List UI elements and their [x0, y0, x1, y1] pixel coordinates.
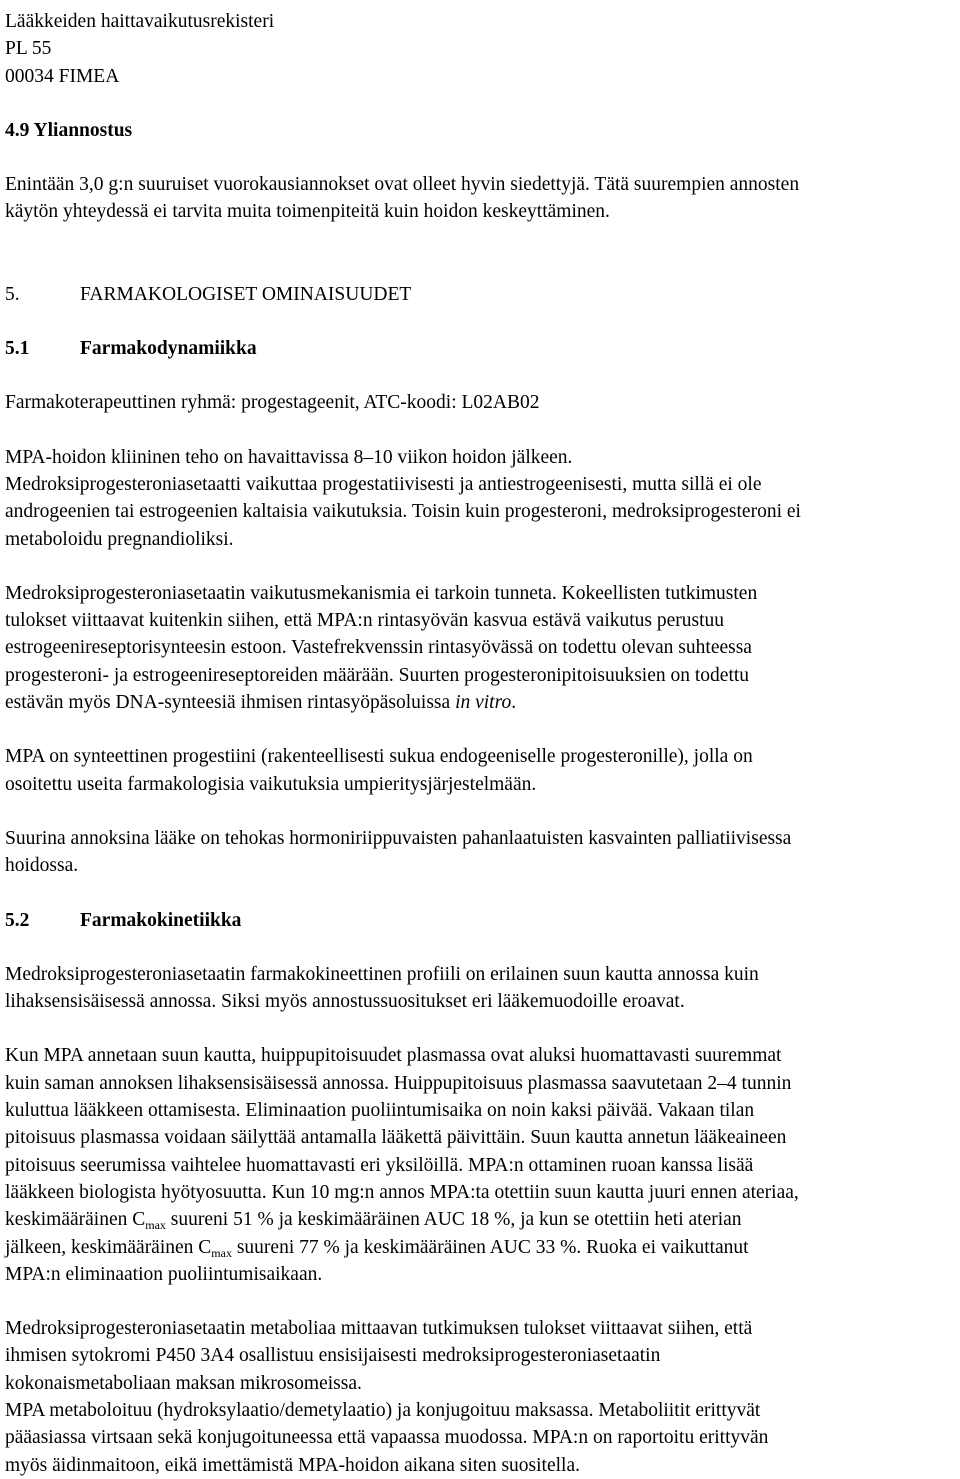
paragraph-5-2-d: [5, 1397, 952, 1479]
text-line: myös äidinmaitoon, eikä imettämistä MPA-hoidon aikana siten suositella.: [5, 1454, 580, 1476]
heading-5-title: FARMAKOLOGISET OMINAISUUDET: [80, 283, 412, 305]
paragraph-5-1-d: [5, 825, 952, 880]
heading-5-1: [5, 335, 952, 362]
subscript-max: max: [211, 1245, 232, 1260]
heading-4-9: 4.9 Yliannostus: [5, 119, 133, 141]
address-line-3: 00034 FIMEA: [5, 65, 120, 87]
text-line: lihaksensisäisessä annossa. Siksi myös annostussuositukset eri lääkemuodoille eroavat.: [5, 991, 685, 1013]
paragraph-5-1-b: [5, 580, 952, 716]
text-line: tulokset viittaavat kuitenkin siihen, että MPA:n rintasyövän kasvua estävä vaikutus perustuu: [5, 610, 725, 632]
paragraph-5-2-a: [5, 961, 952, 1016]
heading-5-1-title: Farmakodynamiikka: [80, 338, 257, 360]
text-segment: suureni 51 % ja keskimääräinen AUC 18 %, ja kun se otettiin heti aterian: [165, 1209, 742, 1231]
text-line: käytön yhteydessä ei tarvita muita toimenpiteitä kuin hoidon keskeyttäminen.: [5, 201, 610, 223]
subscript-max: max: [145, 1218, 166, 1233]
address-line-1: Lääkkeiden haittavaikutusrekisteri: [5, 11, 275, 32]
text-segment: estävän myös DNA-synteesiä ihmisen rintasyöpäsoluissa: [5, 692, 456, 714]
text-line: Kun MPA annetaan suun kautta, huippupitoisuudet plasmassa ovat aluksi huomattavasti suuremmat: [5, 1045, 782, 1067]
address-block: [5, 8, 952, 90]
document-page: [0, 8, 960, 1478]
text-line: pitoisuus plasmassa voidaan säilyttää antamalla lääkettä päivittäin. Suun kautta annetun lääkeaineen: [5, 1127, 787, 1149]
italic-in-vitro: in vitro: [455, 692, 512, 714]
text-line: MPA:n eliminaation puoliintumisaikaan.: [5, 1263, 323, 1285]
text-line: [5, 1234, 952, 1261]
text-line: pitoisuus seerumissa vaihtelee huomattavasti eri yksilöillä. MPA:n ottaminen ruoan kanssa lisää: [5, 1154, 754, 1176]
text-line: ihmisen sytokromi P450 3A4 osallistuu ensisijaisesti medroksiprogesteroniasetaatin: [5, 1345, 661, 1367]
therapeutic-group: Farmakoterapeuttinen ryhmä: progestageenit, ATC-koodi: L02AB02: [5, 392, 540, 414]
text-line: MPA on synteettinen progestiini (rakenteellisesti sukua endogeeniselle progesteronille), jolla on: [5, 746, 753, 768]
heading-5-2-title: Farmakokinetiikka: [80, 909, 242, 931]
paragraph-5-1-c: [5, 743, 952, 798]
text-segment: keskimääräinen C: [5, 1209, 146, 1231]
heading-5-2: [5, 907, 952, 934]
text-line: progesteroni- ja estrogeenireseptoreiden määrään. Suurten progesteronipitoisuuksien on todettu: [5, 664, 750, 686]
text-line: metaboloidu pregnandioliksi.: [5, 528, 234, 550]
text-segment: jälkeen, keskimääräinen C: [5, 1236, 212, 1258]
text-line: [5, 1206, 952, 1233]
heading-5-1-number: 5.1: [5, 338, 30, 360]
heading-5-2-number: 5.2: [5, 909, 30, 931]
paragraph-5-2-c: [5, 1315, 952, 1397]
text-segment: suureni 77 % ja keskimääräinen AUC 33 %. Ruoka ei vaikuttanut: [231, 1236, 749, 1258]
text-line: lääkkeen biologista hyötyosuutta. Kun 10 mg:n annos MPA:ta otettiin suun kautta juuri ennen ateriaa,: [5, 1181, 799, 1203]
text-line: hoidossa.: [5, 855, 79, 877]
text-line: Medroksiprogesteroniasetaatin metaboliaa mittaavan tutkimuksen tulokset viittaavat siihen, että: [5, 1318, 753, 1340]
address-line-2: PL 55: [5, 38, 52, 60]
text-line: [5, 689, 952, 716]
text-line: Suurina annoksina lääke on tehokas hormoniriippuvaisten pahanlaatuisten kasvainten palliatiivisessa: [5, 827, 792, 849]
paragraph-5-1-a: [5, 444, 952, 553]
text-line: MPA metaboloituu (hydroksylaatio/demetylaatio) ja konjugoituu maksassa. Metaboliitit erittyvät: [5, 1399, 761, 1421]
heading-5: [5, 281, 952, 308]
text-segment: .: [511, 692, 517, 714]
text-line: osoitettu useita farmakologisia vaikutuksia umpieritysjärjestelmään.: [5, 773, 537, 795]
paragraph-5-2-b: [5, 1042, 952, 1288]
paragraph-4-9: [5, 171, 952, 226]
text-line: kuin saman annoksen lihaksensisäisessä annossa. Huippupitoisuus plasmassa saavutetaan 2–4 tunnin: [5, 1072, 792, 1094]
text-line: Medroksiprogesteroniasetaatti vaikuttaa progestatiivisesti ja antiestrogeenisesti, mutta sillä ei ole: [5, 473, 762, 495]
text-line: androgeenien tai estrogeenien kaltaisia vaikutuksia. Toisin kuin progesteroni, medroksiprogesteroni ei: [5, 501, 801, 523]
text-line: estrogeenireseptorisynteesin estoon. Vastefrekvenssin rintasyövässä on todettu olevan suhteessa: [5, 637, 752, 659]
text-line: Enintään 3,0 g:n suuruiset vuorokausiannokset ovat olleet hyvin siedettyjä. Tätä suurempien annosten: [5, 174, 800, 196]
heading-5-number: 5.: [5, 283, 20, 305]
text-line: Medroksiprogesteroniasetaatin farmakokineettinen profiili on erilainen suun kautta annossa kuin: [5, 963, 759, 985]
text-line: kokonaismetaboliaan maksan mikrosomeissa.: [5, 1372, 362, 1394]
text-line: Medroksiprogesteroniasetaatin vaikutusmekanismia ei tarkoin tunneta. Kokeellisten tutkimusten: [5, 582, 758, 604]
text-line: MPA-hoidon kliininen teho on havaittavissa 8–10 viikon hoidon jälkeen.: [5, 446, 573, 468]
text-line: kuluttua lääkkeen ottamisesta. Eliminaation puoliintumisaika on noin kaksi päivää. Vakaan tilan: [5, 1100, 755, 1122]
text-line: pääasiassa virtsaan sekä konjugoituneessa että vapaassa muodossa. MPA:n on raportoitu erittyvän: [5, 1427, 769, 1449]
